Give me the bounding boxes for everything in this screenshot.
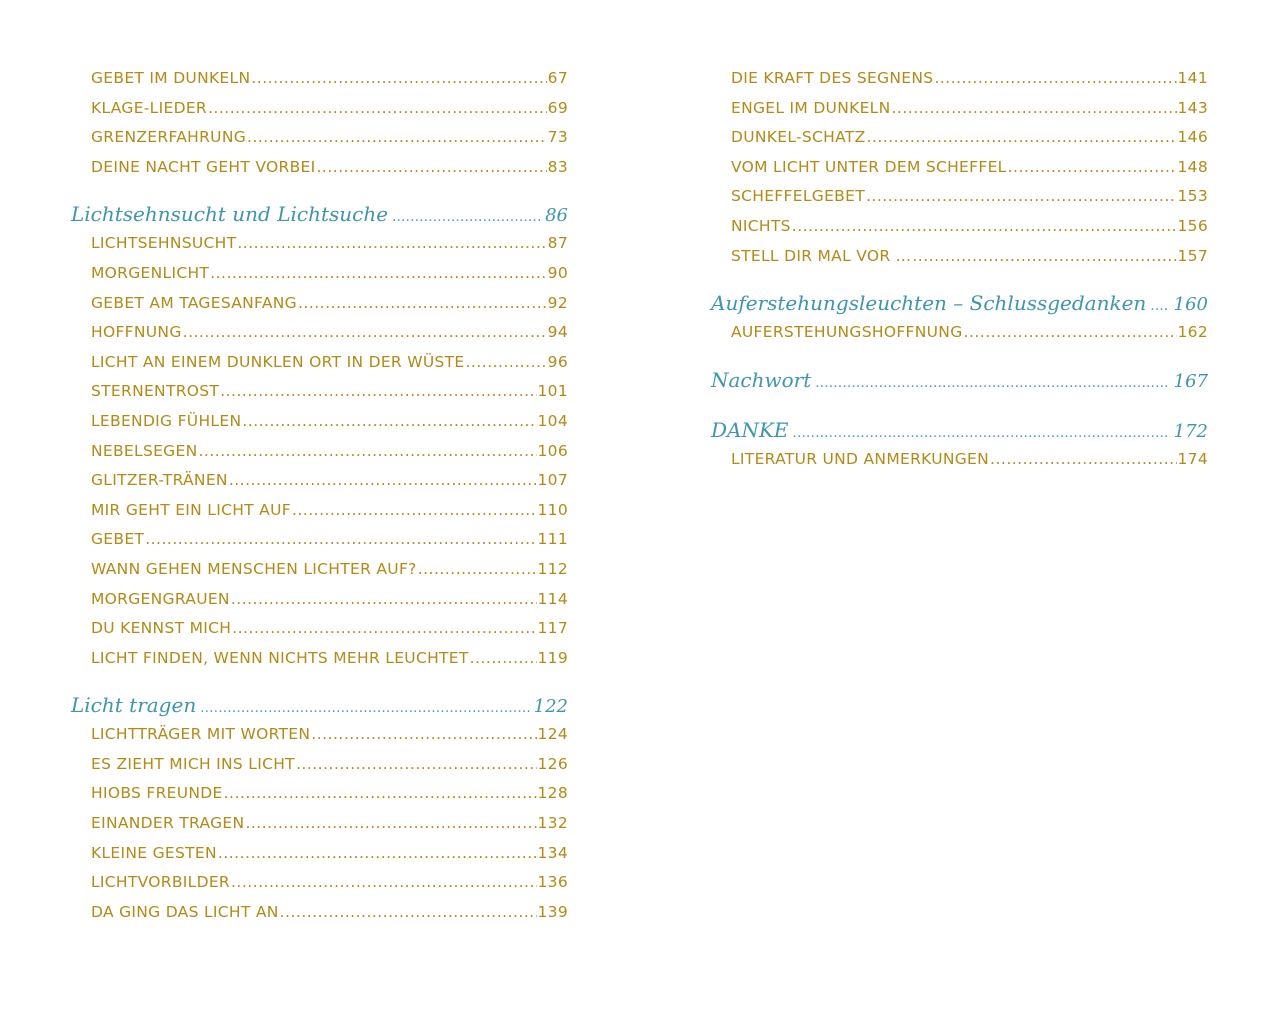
page-number: 141: [1177, 69, 1208, 87]
dot-leader: [251, 64, 546, 94]
dot-leader: [210, 259, 546, 289]
entry-title: NICHTS: [731, 216, 791, 235]
dot-leader: [392, 203, 541, 232]
page-number: 90: [547, 263, 568, 282]
entry-title: DEINE NACHT GEHT VORBEI: [91, 157, 316, 176]
toc-entry-literatur-und-anmerkungen: [711, 445, 1208, 475]
dot-leader: [1008, 153, 1177, 183]
entry-title: LICHT FINDEN, WENN NICHTS MEHR LEUCHTET: [91, 648, 469, 667]
dot-leader: [247, 123, 547, 153]
section-title: Licht tragen: [71, 693, 197, 718]
entry-title: GEBET IM DUNKELN: [91, 69, 251, 87]
dot-leader: [793, 419, 1170, 448]
entry-title: KLEINE GESTEN: [91, 843, 217, 862]
entry-title: GLITZER-TRÄNEN: [91, 471, 228, 490]
dot-leader: [990, 445, 1176, 475]
toc-section-danke: [711, 416, 1208, 445]
toc-entry-lichtsehnsucht: [71, 229, 568, 259]
dot-leader: [198, 437, 536, 467]
entry-title: LICHTSEHNSUCHT: [91, 234, 237, 253]
page-number: 174: [1177, 449, 1208, 468]
toc-entry-gebet-am-tagesanfang: [71, 289, 568, 319]
entry-title: DIE KRAFT DES SEGNENS: [731, 69, 934, 87]
toc-entry-lichtvorbilder: [71, 868, 568, 898]
page-number: 73: [547, 128, 568, 147]
toc-entry-kleine-gesten: [71, 839, 568, 869]
dot-leader: [232, 614, 536, 644]
toc-entry-hiobs-freunde: [71, 779, 568, 809]
toc-entry-wann-gehen-menschen-lichter-auf: [71, 555, 568, 585]
entry-title: MIR GEHT EIN LICHT AUF: [91, 500, 291, 519]
dot-leader: [465, 348, 546, 378]
dot-leader: [815, 369, 1169, 398]
page-number: 134: [537, 843, 568, 862]
page-number: 69: [547, 98, 568, 117]
entry-title: GRENZERFAHRUNG: [91, 128, 247, 147]
toc-entry-morgengrauen: [71, 585, 568, 615]
entry-title: DUNKEL-SCHATZ: [731, 128, 866, 147]
toc-entry-sternentrost: [71, 377, 568, 407]
dot-leader: [231, 868, 537, 898]
page-number: 110: [537, 500, 568, 519]
page-number: 106: [537, 441, 568, 460]
dot-leader: [866, 182, 1177, 212]
page-number: 101: [537, 382, 568, 401]
toc-entry-scheffelgebet: [711, 182, 1208, 212]
dot-leader: [280, 898, 537, 928]
entry-title: STERNENTROST: [91, 382, 220, 401]
dot-leader: [792, 212, 1177, 242]
toc-entry-glitzer-traenen: [71, 466, 568, 496]
page-number: 122: [533, 696, 568, 718]
toc-entry-gebet: [71, 525, 568, 555]
page-number: 172: [1173, 420, 1208, 442]
page-number: 83: [547, 157, 568, 176]
entry-title: LICHTVORBILDER: [91, 873, 230, 892]
dot-leader: [231, 585, 537, 615]
entry-title: MORGENLICHT: [91, 263, 210, 282]
dot-leader: [964, 318, 1177, 348]
page-number: 146: [1177, 128, 1208, 147]
section-title: DANKE: [711, 417, 789, 442]
entry-title: LITERATUR UND ANMERKUNGEN: [731, 449, 990, 468]
entry-title: GEBET AM TAGESANFANG: [91, 293, 297, 312]
entry-title: MORGENGRAUEN: [91, 589, 230, 608]
toc-entry-da-ging-das-licht-an: [71, 898, 568, 928]
entry-title: EINANDER TRAGEN: [91, 814, 245, 833]
toc-entry-lebendig-fuehlen: [71, 407, 568, 437]
toc-left-page: [71, 64, 568, 927]
section-title: Nachwort: [711, 367, 812, 392]
entry-title: LICHTTRÄGER MIT WORTEN: [91, 725, 311, 744]
dot-leader: [208, 94, 547, 124]
page-number: 139: [537, 902, 568, 921]
dot-leader: [298, 289, 547, 319]
toc-entry-deine-nacht-geht-vorbei: [71, 153, 568, 183]
page-number: 153: [1177, 187, 1208, 206]
dot-leader: [912, 242, 1176, 272]
entry-title: NEBELSEGEN: [91, 441, 198, 460]
toc-section-nachwort: [711, 366, 1208, 395]
dot-leader: [1150, 292, 1169, 321]
entry-title: GEBET: [91, 530, 145, 549]
page-number: 114: [537, 589, 568, 608]
page-number: 143: [1177, 98, 1208, 117]
entry-title: HOFFNUNG: [91, 323, 182, 342]
toc-entry-stell-dir-mal-vor: [711, 242, 1208, 272]
page-number: 87: [547, 234, 568, 253]
dot-leader: [418, 555, 537, 585]
entry-title: LICHT AN EINEM DUNKLEN ORT IN DER WÜSTE: [91, 352, 465, 371]
dot-leader: [892, 94, 1177, 124]
toc-entry-grenzerfahrung: [71, 123, 568, 153]
dot-leader: [296, 750, 537, 780]
toc-entry-mir-geht-ein-licht-auf: [71, 496, 568, 526]
dot-leader: [867, 123, 1177, 153]
toc-entry-dunkel-schatz: [711, 123, 1208, 153]
entry-title: HIOBS FREUNDE: [91, 784, 223, 803]
dot-leader: [229, 466, 537, 496]
page-number: 126: [537, 754, 568, 773]
page-number: 156: [1177, 216, 1208, 235]
dot-leader: [292, 496, 537, 526]
page-number: 117: [537, 619, 568, 638]
page-number: 119: [537, 648, 568, 667]
toc-entry-hoffnung: [71, 318, 568, 348]
entry-title: DU KENNST MICH: [91, 619, 232, 638]
toc-section-auferstehungsleuchten-schlussgedanken: [711, 289, 1208, 318]
dot-leader: [237, 229, 546, 259]
entry-title: SCHEFFELGEBET: [731, 187, 865, 206]
page-number: 94: [547, 323, 568, 342]
dot-leader: [183, 318, 547, 348]
toc-section-lichtsehnsucht-und-lichtsuche: [71, 200, 568, 229]
entry-title: STELL DIR MAL VOR ...: [731, 246, 912, 265]
toc-entry-nichts: [711, 212, 1208, 242]
entry-title: AUFERSTEHUNGSHOFFNUNG: [731, 323, 963, 342]
page-number: 128: [537, 784, 568, 803]
page-number: 96: [547, 352, 568, 371]
toc-entry-auferstehungshoffnung: [711, 318, 1208, 348]
toc-entry-einander-tragen: [71, 809, 568, 839]
page-number: 160: [1173, 294, 1208, 316]
toc-section-licht-tragen: [71, 691, 568, 720]
page-number: 157: [1177, 246, 1208, 265]
entry-title: VOM LICHT UNTER DEM SCHEFFEL: [731, 157, 1007, 176]
section-title: Lichtsehnsucht und Lichtsuche: [71, 202, 389, 227]
page-number: 67: [547, 69, 568, 87]
page-number: 132: [537, 814, 568, 833]
dot-leader: [245, 809, 536, 839]
page-number: 162: [1177, 323, 1208, 342]
entry-title: KLAGE-LIEDER: [91, 98, 207, 117]
toc-entry-lichttraeger-mit-worten: [71, 720, 568, 750]
page-number: 124: [537, 725, 568, 744]
entry-title: DA GING DAS LICHT AN: [91, 902, 279, 921]
toc-entry-morgenlicht: [71, 259, 568, 289]
page-number: 167: [1173, 370, 1208, 392]
toc-entry-licht-an-einem-dunklen-ort-in-der-wueste: [71, 348, 568, 378]
dot-leader: [934, 64, 1176, 94]
toc-entry-klage-lieder: [71, 94, 568, 124]
toc-entry-die-kraft-des-segnens: [711, 64, 1208, 94]
toc-entry-vom-licht-unter-dem-scheffel: [711, 153, 1208, 183]
page-number: 107: [537, 471, 568, 490]
dot-leader: [145, 525, 536, 555]
dot-leader: [311, 720, 536, 750]
dot-leader: [218, 839, 537, 869]
section-title: Auferstehungsleuchten – Schlussgedanken: [711, 291, 1147, 316]
toc-entry-nebelsegen: [71, 437, 568, 467]
entry-title: LEBENDIG FÜHLEN: [91, 411, 242, 430]
page-number: 112: [537, 559, 568, 578]
toc-entry-licht-finden-wenn-nichts-mehr-leuchtet: [71, 644, 568, 674]
page-number: 92: [547, 293, 568, 312]
page-number: 86: [545, 205, 568, 227]
dot-leader: [200, 694, 529, 723]
entry-title: ENGEL IM DUNKELN: [731, 98, 891, 117]
dot-leader: [242, 407, 536, 437]
page-number: 111: [537, 530, 568, 549]
dot-leader: [316, 153, 546, 183]
toc-entry-du-kennst-mich: [71, 614, 568, 644]
toc-entry-es-zieht-mich-ins-licht: [71, 750, 568, 780]
toc-right-page: [711, 64, 1208, 474]
page-number: 148: [1177, 157, 1208, 176]
dot-leader: [224, 779, 537, 809]
page-number: 104: [537, 411, 568, 430]
page-number: 136: [537, 873, 568, 892]
dot-leader: [220, 377, 536, 407]
entry-title: ES ZIEHT MICH INS LICHT: [91, 754, 295, 773]
entry-title: WANN GEHEN MENSCHEN LICHTER AUF?: [91, 559, 417, 578]
dot-leader: [470, 644, 537, 674]
toc-entry-gebet-im-dunkeln: [71, 64, 568, 94]
toc-entry-engel-im-dunkeln: [711, 94, 1208, 124]
